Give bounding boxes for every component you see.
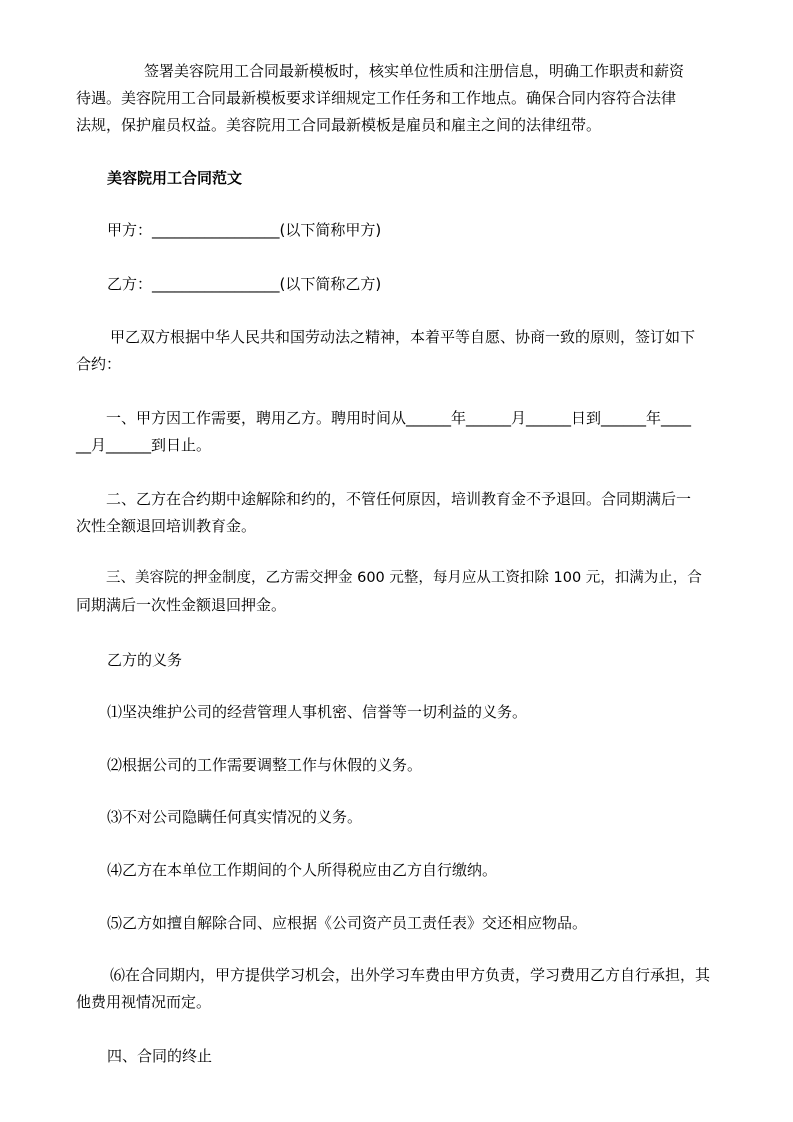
duty-item-6 — [76, 962, 734, 1016]
intro-line-2: 待遇。美容院用工合同最新模板要求详细规定工作任务和工作地点。确保合同内容符合法律 — [76, 89, 677, 107]
clause-2-line-2: 次性全额退回培训教育金。 — [76, 517, 257, 535]
duty-6-line-1: ⑹在合同期内，甲方提供学习机会，出外学习车费由甲方负责，学习费用乙方自行承担，其 — [110, 966, 711, 984]
clause-1-line-2: __月______到日止。 — [76, 436, 212, 454]
duty-6-line-2: 他费用视情况而定。 — [76, 993, 212, 1011]
duty-item-5: ⑸乙方如擅自解除合同、应根据《公司资产员工责任表》交还相应物品。 — [107, 914, 588, 932]
preamble-line-2: 合约： — [76, 355, 122, 373]
intro-paragraph — [76, 58, 734, 139]
party-a-line: 甲方：_________________(以下简称甲方) — [107, 221, 382, 239]
intro-line-1: 签署美容院用工合同最新模板时，核实单位性质和注册信息，明确工作职责和薪资 — [144, 62, 685, 80]
document-title: 美容院用工合同范文 — [107, 169, 243, 187]
clause-3-line-1: 三、美容院的押金制度，乙方需交押金 600 元整，每月应从工资扣除 100 元，扣满为止，合 — [106, 570, 702, 586]
clause-1-line-1: 一、甲方因工作需要，聘用乙方。聘用时间从______年______月______日到______年____ — [106, 409, 692, 427]
party-b-line: 乙方：_________________(以下简称乙方) — [107, 275, 382, 293]
duty-item-2: ⑵根据公司的工作需要调整工作与休假的义务。 — [107, 756, 423, 774]
clause-1 — [76, 405, 734, 459]
section-4-heading: 四、合同的终止 — [107, 1047, 213, 1065]
clause-3 — [76, 565, 734, 619]
clause-2 — [76, 486, 734, 540]
duty-item-3: ⑶不对公司隐瞒任何真实情况的义务。 — [107, 808, 363, 826]
duty-item-4: ⑷乙方在本单位工作期间的个人所得税应由乙方自行缴纳。 — [107, 861, 498, 879]
preamble-line-1: 甲乙双方根据中华人民共和国劳动法之精神，本着平等自愿、协商一致的原则，签订如下 — [110, 328, 696, 346]
duties-heading: 乙方的义务 — [107, 651, 183, 669]
clause-3-line-2: 同期满后一次性金额退回押金。 — [76, 596, 287, 614]
preamble-paragraph — [76, 324, 734, 378]
clause-2-line-1: 二、乙方在合约期中途解除和约的，不管任何原因，培训教育金不予退回。合同期满后一 — [106, 490, 692, 508]
duty-item-1: ⑴坚决维护公司的经营管理人事机密、信誉等一切利益的义务。 — [107, 703, 528, 721]
intro-line-3: 法规，保护雇员权益。美容院用工合同最新模板是雇员和雇主之间的法律纽带。 — [76, 116, 602, 134]
